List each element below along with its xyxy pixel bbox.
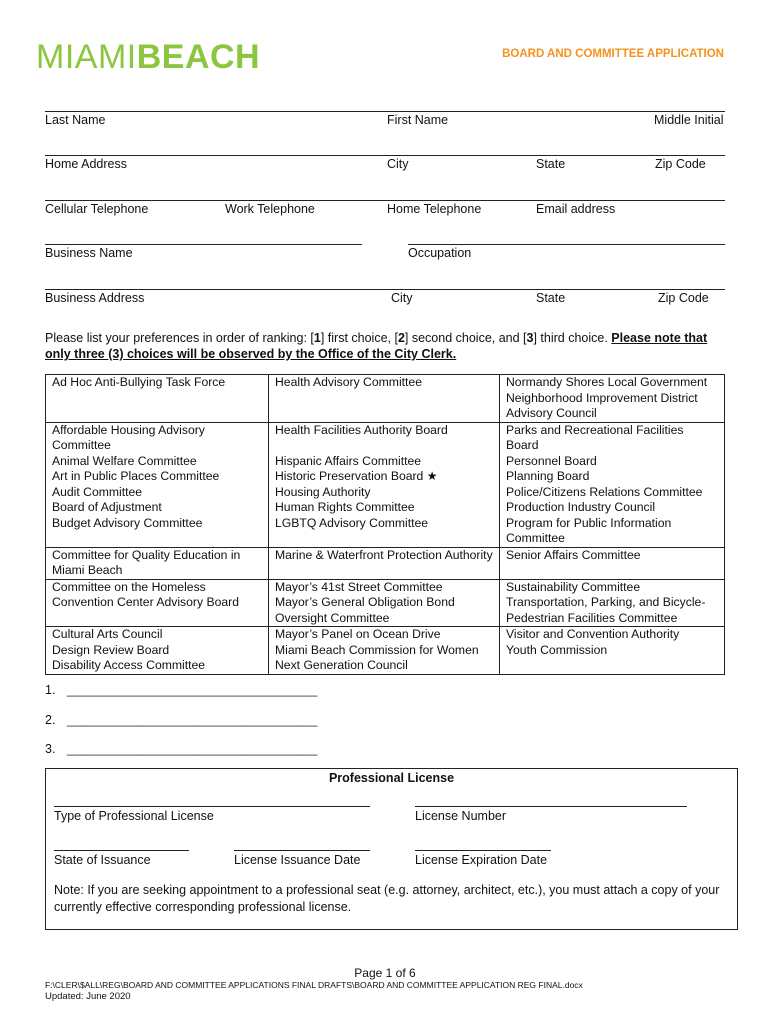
expiration-date-label: License Expiration Date: [415, 853, 548, 867]
instr-num-2: 2: [397, 331, 405, 345]
choice-row-2[interactable]: [45, 713, 317, 727]
committee-name: Hispanic Affairs Committee: [275, 453, 422, 468]
committee-name: Committee on the Homeless: [52, 579, 206, 594]
committee-name: Senior Affairs Committee: [506, 547, 641, 562]
committee-cell: [269, 547, 500, 579]
email-address-label: Email address: [536, 202, 616, 216]
committee-name: Budget Advisory Committee: [52, 515, 203, 530]
ranking-instructions: [45, 330, 727, 362]
last-name-label: Last Name: [45, 113, 106, 127]
committee-name: Housing Authority: [275, 484, 371, 499]
committee-cell: [500, 422, 725, 547]
committee-row: [46, 547, 725, 579]
instr-num-1: 1: [313, 331, 321, 345]
license-type-label: Type of Professional License: [54, 809, 214, 823]
updated-date: Updated: June 2020: [45, 991, 131, 1002]
committee-name: Personnel Board: [506, 453, 597, 468]
license-number-line[interactable]: [415, 806, 687, 807]
committee-cell: [500, 375, 725, 423]
file-path: F:\CLER\$ALL\REG\BOARD AND COMMITTEE APPLICATIONS FINAL DRAFTS\BOARD AND COMMITTEE APPLICATION REG FINAL.docx: [45, 980, 583, 990]
committee-name: Police/Citizens Relations Committee: [506, 484, 703, 499]
committee-name: Historic Preservation Board ★: [275, 469, 438, 483]
committee-name: Youth Commission: [506, 642, 608, 657]
committee-name: Design Review Board: [52, 642, 170, 657]
choice-blank[interactable]: ____________________________________: [67, 742, 318, 756]
choice-blank[interactable]: ____________________________________: [67, 713, 318, 727]
license-number-label: License Number: [415, 809, 507, 823]
professional-license-title: Professional License: [328, 771, 455, 785]
committee-row: [46, 579, 725, 627]
license-note: Note: If you are seeking appointment to a professional seat (e.g. attorney, architect, etc.), you must attach a copy of your currently effective corresponding professional license.: [54, 883, 720, 914]
committee-cell: [46, 375, 269, 423]
committee-name: Disability Access Committee: [52, 658, 206, 672]
professional-license-box: [45, 768, 738, 930]
committee-row: [46, 627, 725, 675]
committee-name: Mayor’s General Obligation Bond Oversight Committee: [275, 595, 455, 625]
instr-bold-note: Please note that only three (3) choices will be observed by the Office of the City Clerk.: [45, 331, 708, 361]
choice-number: 3.: [45, 742, 56, 756]
committee-name: Sustainability Committee: [506, 579, 641, 594]
committee-name: Convention Center Advisory Board: [52, 595, 239, 609]
logo-beach: BEACH: [136, 38, 261, 76]
middle-initial-label: Middle Initial: [654, 113, 724, 127]
committee-cell: [500, 627, 725, 675]
home-address-line[interactable]: [45, 155, 725, 156]
city-label: City: [387, 157, 409, 171]
committee-name: Audit Committee: [52, 484, 143, 499]
committee-cell: [46, 547, 269, 579]
expiration-date-line[interactable]: [415, 850, 551, 851]
instr-text-4: ] third choice.: [533, 331, 612, 345]
committee-name: [275, 438, 493, 454]
committee-cell: [46, 579, 269, 627]
instr-text-1: Please list your preferences in order of ranking: [: [45, 331, 314, 345]
occupation-line[interactable]: [408, 244, 725, 245]
home-telephone-label: Home Telephone: [387, 202, 482, 216]
first-name-label: First Name: [387, 113, 449, 127]
choice-row-3[interactable]: [45, 742, 317, 756]
committee-name: Mayor’s Panel on Ocean Drive: [275, 627, 441, 641]
committee-name: Mayor’s 41st Street Committee: [275, 579, 443, 594]
state-label: State: [536, 157, 566, 171]
committee-name: Miami Beach Commission for Women: [275, 642, 479, 657]
committee-cell: [500, 579, 725, 627]
instr-num-3: 3: [526, 331, 534, 345]
committee-name: Art in Public Places Committee: [52, 469, 220, 483]
committee-name: Health Facilities Authority Board: [275, 422, 448, 437]
committee-name: Visitor and Convention Authority: [506, 627, 680, 641]
logo-miami: MIAMI: [36, 38, 137, 76]
issuance-date-line[interactable]: [234, 850, 370, 851]
committee-name: Human Rights Committee: [275, 500, 415, 514]
work-telephone-label: Work Telephone: [225, 202, 315, 216]
choice-row-1[interactable]: [45, 683, 317, 697]
instr-text-2: ] first choice, [: [320, 331, 398, 345]
committee-name: Health Advisory Committee: [275, 375, 422, 389]
cellular-telephone-label: Cellular Telephone: [45, 202, 149, 216]
committee-cell: [46, 627, 269, 675]
committee-cell: [269, 579, 500, 627]
home-address-label: Home Address: [45, 157, 127, 171]
business-name-line[interactable]: [45, 244, 362, 245]
committee-name: Animal Welfare Committee: [52, 453, 197, 468]
state-of-issuance-line[interactable]: [54, 850, 189, 851]
committee-cell: [269, 422, 500, 547]
business-zip-label: Zip Code: [658, 291, 709, 305]
telephone-line[interactable]: [45, 200, 725, 201]
committee-name: Board of Adjustment: [52, 500, 162, 514]
committee-cell: [46, 422, 269, 547]
instr-text-3: ] second choice, and [: [404, 331, 527, 345]
committee-cell: [269, 375, 500, 423]
occupation-label: Occupation: [408, 246, 472, 260]
committee-name: Transportation, Parking, and Bicycle-Pedestrian Facilities Committee: [506, 595, 706, 625]
committee-name: Parks and Recreational Facilities Board: [506, 422, 684, 452]
license-type-line[interactable]: [54, 806, 370, 807]
committee-name: Normandy Shores Local Government Neighborhood Improvement District Advisory Council: [506, 375, 708, 420]
committee-name: LGBTQ Advisory Committee: [275, 515, 429, 530]
committee-name: Production Industry Council: [506, 500, 656, 514]
page-number: Page 1 of 6: [354, 966, 416, 980]
committee-name: Ad Hoc Anti-Bullying Task Force: [52, 375, 226, 389]
name-line[interactable]: [45, 111, 725, 112]
choice-number: 2.: [45, 713, 56, 727]
business-city-label: City: [391, 291, 413, 305]
issuance-date-label: License Issuance Date: [234, 853, 361, 867]
application-title: BOARD AND COMMITTEE APPLICATION: [502, 48, 724, 60]
business-address-line[interactable]: [45, 289, 725, 290]
committee-name: Planning Board: [506, 469, 590, 483]
committee-row: [46, 375, 725, 423]
business-address-label: Business Address: [45, 291, 145, 305]
committee-table: [45, 374, 725, 675]
committee-cell: [500, 547, 725, 579]
choice-number: 1.: [45, 683, 56, 697]
business-state-label: State: [536, 291, 566, 305]
committee-name: Next Generation Council: [275, 658, 408, 672]
committee-name: Program for Public Information Committee: [506, 515, 672, 545]
committee-row: [46, 422, 725, 547]
miami-beach-logo: [36, 40, 260, 74]
business-name-label: Business Name: [45, 246, 133, 260]
choice-blank[interactable]: ____________________________________: [67, 683, 318, 697]
committee-cell: [269, 627, 500, 675]
committee-name: Affordable Housing Advisory Committee: [52, 422, 205, 452]
committee-name: Committee for Quality Education in Miami Beach: [52, 547, 241, 577]
state-of-issuance-label: State of Issuance: [54, 853, 151, 867]
zip-code-label: Zip Code: [655, 157, 706, 171]
committee-name: Cultural Arts Council: [52, 627, 163, 641]
committee-name: Marine & Waterfront Protection Authority: [275, 547, 493, 562]
